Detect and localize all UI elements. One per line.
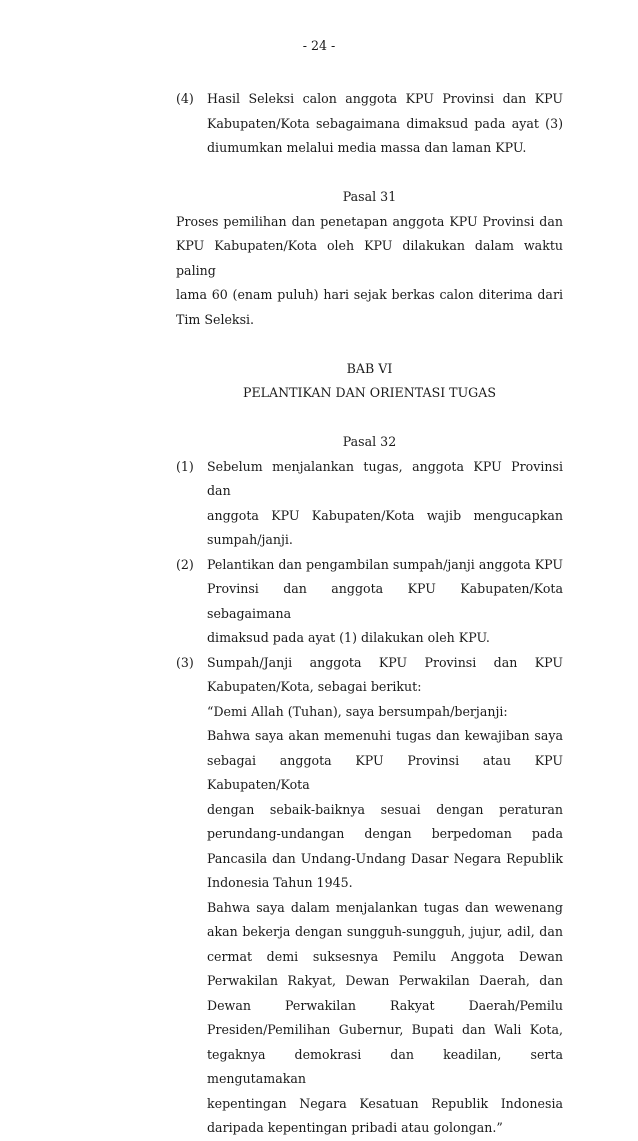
text-line: dimaksud pada ayat (1) dilakukan oleh KPU. xyxy=(207,630,490,645)
ayat-number: (3) xyxy=(176,654,194,670)
text-line: Tim Seleksi. xyxy=(176,311,255,327)
text-line: Bahwa saya akan memenuhi tugas dan kewajiban saya xyxy=(207,728,563,743)
ayat-number: (1) xyxy=(176,458,194,474)
ayat-text xyxy=(207,455,563,553)
text-line: Indonesia Tahun 1945. xyxy=(207,875,353,890)
ayat-number: (2) xyxy=(176,556,194,572)
oath-opening-line: “Demi Allah (Tuhan), saya bersumpah/berjanji: xyxy=(207,703,508,719)
pasal-32-title: Pasal 32 xyxy=(342,434,397,449)
text-line: akan bekerja dengan sungguh-sungguh, jujur, adil, dan xyxy=(207,924,563,939)
text-line: Sumpah/Janji anggota KPU Provinsi dan KPU xyxy=(207,654,563,670)
text-line: lama 60 (enam puluh) hari sejak berkas calon diterima dari xyxy=(176,287,563,302)
text-line: Bahwa saya dalam menjalankan tugas dan wewenang xyxy=(207,899,563,915)
ayat-1 xyxy=(176,455,563,553)
text-line: sumpah/janji. xyxy=(207,532,293,547)
ayat-text xyxy=(207,87,563,161)
chapter-subtitle: PELANTIKAN DAN ORIENTASI TUGAS xyxy=(243,385,496,400)
text-line: Sebelum menjalankan tugas, anggota KPU Provinsi dan xyxy=(207,458,563,498)
text-line: Provinsi dan anggota KPU Kabupaten/Kota sebagaimana xyxy=(207,581,563,621)
text-line: Proses pemilihan dan penetapan anggota KPU Provinsi dan xyxy=(176,213,563,229)
text-line: tegaknya demokrasi dan keadilan, serta mengutamakan xyxy=(207,1046,563,1086)
ayat-text xyxy=(207,651,563,1141)
ayat-3 xyxy=(176,651,563,1141)
text-line: Presiden/Pemilihan Gubernur, Bupati dan Wali Kota, xyxy=(207,1022,563,1037)
text-line: KPU Kabupaten/Kota oleh KPU dilakukan dalam waktu paling xyxy=(176,238,563,278)
ayat-number: (4) xyxy=(176,91,194,106)
text-line: cermat demi suksesnya Pemilu Anggota Dewan xyxy=(207,948,563,964)
text-line: perundang-undangan dengan berpedoman pada xyxy=(207,826,563,841)
text-line: anggota KPU Kabupaten/Kota wajib mengucapkan xyxy=(207,507,563,523)
text-line: Pelantikan dan pengambilan sumpah/janji anggota KPU xyxy=(207,556,563,572)
pasal-31-title: Pasal 31 xyxy=(342,189,397,204)
page-content xyxy=(176,87,563,1141)
text-line: diumumkan melalui media massa dan laman KPU. xyxy=(207,140,527,155)
page-number: - 24 - xyxy=(302,38,336,53)
text-line: Kabupaten/Kota sebagaimana dimaksud pada ayat (3) xyxy=(207,115,563,131)
ayat-2 xyxy=(176,553,563,651)
text-line: Dewan Perwakilan Rakyat Daerah/Pemilu xyxy=(207,997,563,1013)
ayat-text xyxy=(207,553,563,651)
oath-closing-line: daripada kepentingan pribadi atau golongan.” xyxy=(207,1120,503,1135)
pasal-31-text xyxy=(176,210,563,333)
text-line: sebagai anggota KPU Provinsi atau KPU Kabupaten/Kota xyxy=(207,752,563,792)
text-line: Hasil Seleksi calon anggota KPU Provinsi dan KPU xyxy=(207,91,563,106)
text-line: kepentingan Negara Kesatuan Republik Indonesia xyxy=(207,1095,563,1111)
chapter-title: BAB VI xyxy=(346,360,393,376)
text-line: Pancasila dan Undang-Undang Dasar Negara Republik xyxy=(207,850,563,866)
ayat-4 xyxy=(176,87,563,161)
text-line: Kabupaten/Kota, sebagai berikut: xyxy=(207,679,422,694)
text-line: dengan sebaik-baiknya sesuai dengan peraturan xyxy=(207,801,563,817)
text-line: Perwakilan Rakyat, Dewan Perwakilan Daerah, dan xyxy=(207,973,563,988)
